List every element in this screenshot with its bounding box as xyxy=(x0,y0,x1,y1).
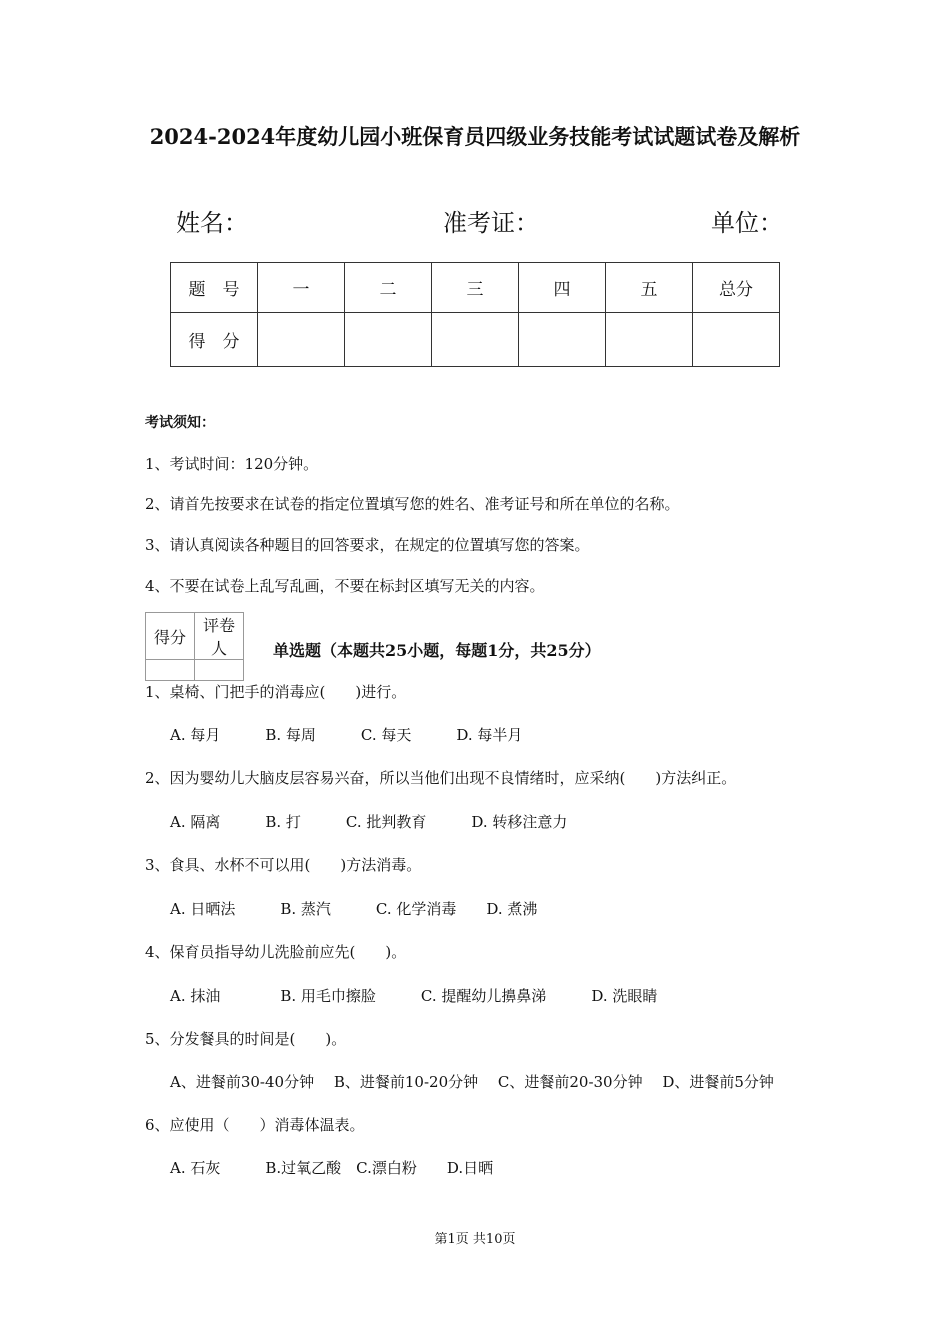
score-table-score-row xyxy=(171,313,780,367)
notice-item: 3、请认真阅读各种题目的回答要求，在规定的位置填写您的答案。 xyxy=(145,536,590,554)
grader-score-cell[interactable] xyxy=(146,660,195,681)
score-table-header-cell: 五 xyxy=(606,263,693,313)
question-options: A、进餐前30-40分钟 B、进餐前10-20分钟 C、进餐前20-30分钟 D、进餐前5分钟 xyxy=(170,1073,774,1091)
notice-item: 2、请首先按要求在试卷的指定位置填写您的姓名、准考证号和所在单位的名称。 xyxy=(145,495,680,513)
score-cell[interactable] xyxy=(345,313,432,367)
score-table-header-cell: 题 号 xyxy=(171,263,258,313)
score-table-header-cell: 总分 xyxy=(693,263,780,313)
question-stem: 1、桌椅、门把手的消毒应( )进行。 xyxy=(145,683,407,701)
score-table-header-cell: 四 xyxy=(519,263,606,313)
score-cell[interactable] xyxy=(432,313,519,367)
section-title: 单选题（本题共25小题，每题1分，共25分） xyxy=(273,641,601,660)
grader-box xyxy=(145,612,244,681)
name-field-label: 姓名： xyxy=(176,209,248,237)
grader-score-label: 得分 xyxy=(146,613,195,660)
document-title: 2024-2024年度幼儿园小班保育员四级业务技能考试试题试卷及解析 xyxy=(149,124,801,149)
grader-name-label: 评卷人 xyxy=(195,613,244,660)
score-table-header-cell: 三 xyxy=(432,263,519,313)
question-options: A. 石灰 B.过氧乙酸 C.漂白粉 D.日晒 xyxy=(170,1159,494,1177)
notice-heading: 考试须知： xyxy=(145,415,215,431)
score-cell[interactable] xyxy=(693,313,780,367)
question-stem: 4、保育员指导幼儿洗脸前应先( )。 xyxy=(145,943,407,961)
score-cell[interactable] xyxy=(258,313,345,367)
question-options: A. 抹油 B. 用毛巾擦脸 C. 提醒幼儿擤鼻涕 D. 洗眼睛 xyxy=(170,987,658,1005)
score-table-header-row xyxy=(171,263,780,313)
question-options: A. 每月 B. 每周 C. 每天 D. 每半月 xyxy=(170,726,523,744)
score-row-label: 得 分 xyxy=(171,313,258,367)
score-table xyxy=(170,262,780,367)
score-table-header-cell: 一 xyxy=(258,263,345,313)
question-options: A. 隔离 B. 打 C. 批判教育 D. 转移注意力 xyxy=(170,813,568,831)
question-stem: 5、分发餐具的时间是( )。 xyxy=(145,1030,347,1048)
exam-id-field-label: 准考证： xyxy=(443,209,539,237)
question-options: A. 日晒法 B. 蒸汽 C. 化学消毒 D. 煮沸 xyxy=(170,900,538,918)
grader-name-cell[interactable] xyxy=(195,660,244,681)
score-cell[interactable] xyxy=(606,313,693,367)
question-stem: 6、应使用（ ）消毒体温表。 xyxy=(145,1116,365,1134)
notice-item: 1、考试时间：120分钟。 xyxy=(145,455,319,473)
question-stem: 3、食具、水杯不可以用( )方法消毒。 xyxy=(145,856,422,874)
unit-field-label: 单位： xyxy=(711,209,783,237)
page-footer: 第1页 共10页 xyxy=(434,1232,516,1247)
question-stem: 2、因为婴幼儿大脑皮层容易兴奋，所以当他们出现不良情绪时，应采纳( )方法纠正。 xyxy=(145,769,737,787)
score-table-header-cell: 二 xyxy=(345,263,432,313)
score-cell[interactable] xyxy=(519,313,606,367)
notice-item: 4、不要在试卷上乱写乱画，不要在标封区填写无关的内容。 xyxy=(145,577,545,595)
